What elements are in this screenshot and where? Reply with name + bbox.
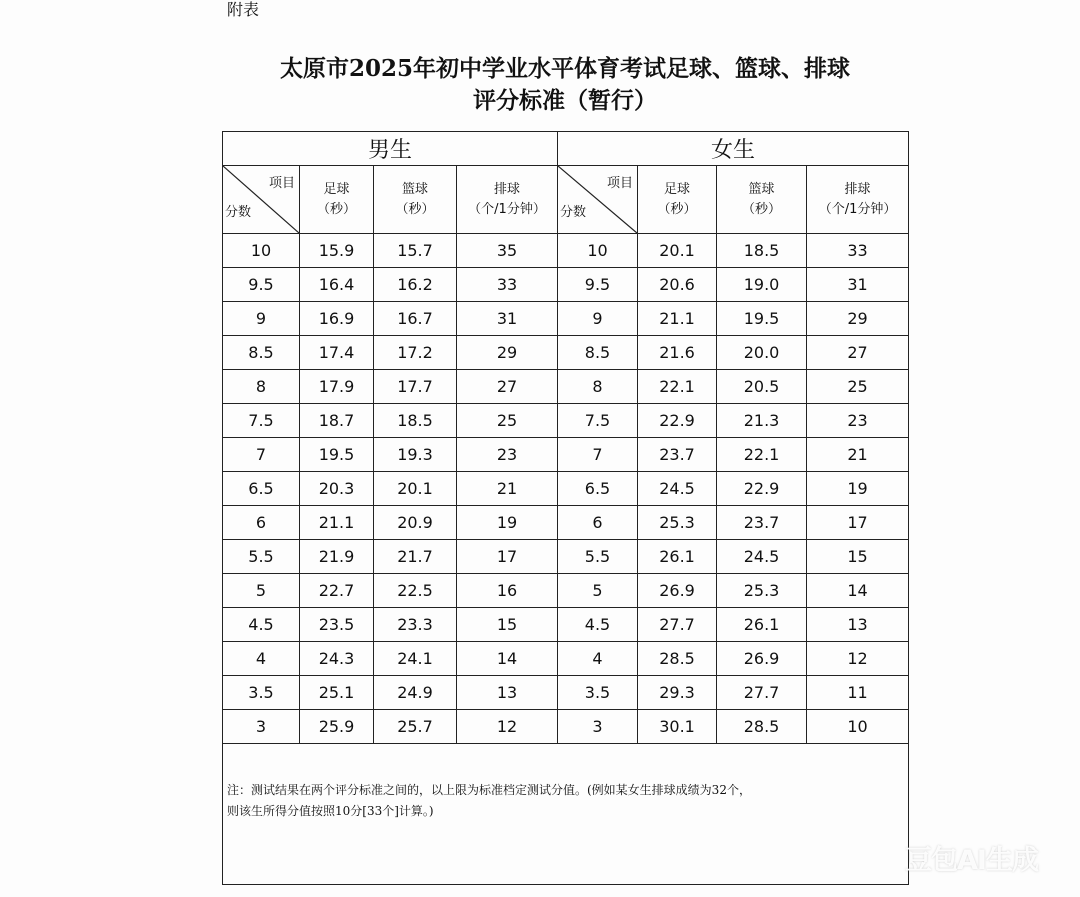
table-cell: 18.5 [374, 404, 457, 438]
table-cell: 8 [558, 370, 638, 404]
table-cell: 18.7 [300, 404, 374, 438]
table-cell: 8.5 [223, 336, 300, 370]
table-cell: 3.5 [558, 676, 638, 710]
table-cell: 20.3 [300, 472, 374, 506]
table-cell: 27.7 [638, 608, 717, 642]
table-cell: 16.2 [374, 268, 457, 302]
gender-header-row [223, 132, 909, 166]
table-cell: 19 [457, 506, 558, 540]
table-cell: 22.1 [638, 370, 717, 404]
table-cell: 10 [558, 234, 638, 268]
table-cell: 25 [457, 404, 558, 438]
table-cell: 13 [457, 676, 558, 710]
table-cell: 30.1 [638, 710, 717, 744]
table-cell: 3.5 [223, 676, 300, 710]
table-cell: 25.1 [300, 676, 374, 710]
table-cell: 21.3 [717, 404, 807, 438]
table-cell: 25 [807, 370, 909, 404]
table-cell: 31 [457, 302, 558, 336]
female-header: 女生 [558, 132, 909, 166]
table-cell: 19.5 [300, 438, 374, 472]
table-cell: 29 [457, 336, 558, 370]
table-cell: 22.9 [717, 472, 807, 506]
table-cell: 4.5 [223, 608, 300, 642]
note-cell [223, 744, 909, 885]
female-football-header: 足球 （秒） [638, 166, 717, 234]
table-cell: 8 [223, 370, 300, 404]
table-cell: 3 [558, 710, 638, 744]
table-cell: 19.5 [717, 302, 807, 336]
table-cell: 20.5 [717, 370, 807, 404]
table-cell: 21.1 [638, 302, 717, 336]
table-cell: 5 [558, 574, 638, 608]
table-cell: 23.5 [300, 608, 374, 642]
table-row [223, 336, 909, 370]
female-volleyball-header: 排球 （个/1分钟） [807, 166, 909, 234]
table-cell: 35 [457, 234, 558, 268]
table-body [223, 234, 909, 744]
table-cell: 26.1 [717, 608, 807, 642]
table-cell: 10 [223, 234, 300, 268]
table-cell: 22.7 [300, 574, 374, 608]
table-cell: 23 [457, 438, 558, 472]
table-cell: 9.5 [223, 268, 300, 302]
table-cell: 22.5 [374, 574, 457, 608]
table-cell: 20.1 [638, 234, 717, 268]
table-cell: 12 [457, 710, 558, 744]
document-subtitle: 评分标准（暂行） [473, 87, 657, 114]
table-row [223, 438, 909, 472]
table-cell: 18.5 [717, 234, 807, 268]
table-cell: 21 [807, 438, 909, 472]
table-cell: 21 [457, 472, 558, 506]
table-row [223, 574, 909, 608]
table-row [223, 608, 909, 642]
table-cell: 17.9 [300, 370, 374, 404]
table-cell: 20.1 [374, 472, 457, 506]
table-cell: 14 [457, 642, 558, 676]
table-cell: 29 [807, 302, 909, 336]
column-header-row [223, 166, 909, 234]
note-line-1: 注：测试结果在两个评分标准之间的，以上限为标准档定测试分值。(例如某女生排球成绩为32个， [227, 783, 751, 797]
table-cell: 22.9 [638, 404, 717, 438]
score-label: 分数 [560, 205, 587, 220]
table-cell: 16.7 [374, 302, 457, 336]
table-cell: 5 [223, 574, 300, 608]
table-cell: 24.3 [300, 642, 374, 676]
table-cell: 6 [558, 506, 638, 540]
table-cell: 9 [223, 302, 300, 336]
table-cell: 20.9 [374, 506, 457, 540]
table-cell: 24.5 [717, 540, 807, 574]
table-cell: 9 [558, 302, 638, 336]
document-title: 太原市2025年初中学业水平体育考试足球、篮球、排球 [279, 55, 850, 82]
table-cell: 26.9 [717, 642, 807, 676]
table-cell: 4.5 [558, 608, 638, 642]
male-header: 男生 [223, 132, 558, 166]
table-row [223, 234, 909, 268]
table-cell: 28.5 [717, 710, 807, 744]
table-cell: 15.9 [300, 234, 374, 268]
table-cell: 17.4 [300, 336, 374, 370]
table-cell: 27 [807, 336, 909, 370]
table-cell: 16 [457, 574, 558, 608]
table-cell: 23 [807, 404, 909, 438]
female-diagonal-header [558, 166, 638, 234]
table-cell: 19.0 [717, 268, 807, 302]
table-cell: 14 [807, 574, 909, 608]
table-cell: 6 [223, 506, 300, 540]
table-cell: 10 [807, 710, 909, 744]
table-cell: 23.3 [374, 608, 457, 642]
table-cell: 26.1 [638, 540, 717, 574]
table-cell: 33 [807, 234, 909, 268]
item-label: 项目 [607, 176, 634, 191]
table-cell: 12 [807, 642, 909, 676]
table-cell: 6.5 [223, 472, 300, 506]
table-row [223, 540, 909, 574]
table-cell: 7 [558, 438, 638, 472]
table-cell: 21.9 [300, 540, 374, 574]
table-cell: 15.7 [374, 234, 457, 268]
table-row [223, 642, 909, 676]
table-cell: 19.3 [374, 438, 457, 472]
table-cell: 23.7 [638, 438, 717, 472]
item-label: 项目 [268, 176, 295, 191]
table-cell: 19 [807, 472, 909, 506]
table-cell: 25.9 [300, 710, 374, 744]
table-row [223, 472, 909, 506]
table-row [223, 370, 909, 404]
table-cell: 20.6 [638, 268, 717, 302]
table-cell: 13 [807, 608, 909, 642]
table-row [223, 268, 909, 302]
note-line-2: 则该生所得分值按照10分[33个]计算。) [227, 804, 434, 818]
table-cell: 5.5 [223, 540, 300, 574]
table-cell: 21.1 [300, 506, 374, 540]
table-cell: 4 [558, 642, 638, 676]
male-volleyball-header: 排球 （个/1分钟） [457, 166, 558, 234]
table-cell: 26.9 [638, 574, 717, 608]
male-basketball-header: 篮球 （秒） [374, 166, 457, 234]
male-diagonal-header [223, 166, 300, 234]
table-cell: 23.7 [717, 506, 807, 540]
table-cell: 24.1 [374, 642, 457, 676]
score-label: 分数 [225, 205, 252, 220]
table-row [223, 302, 909, 336]
table-cell: 27 [457, 370, 558, 404]
table-cell: 21.7 [374, 540, 457, 574]
table-cell: 22.1 [717, 438, 807, 472]
table-cell: 16.9 [300, 302, 374, 336]
watermark: 豆包AI生成 [905, 845, 1038, 876]
table-cell: 25.3 [717, 574, 807, 608]
table-cell: 20.0 [717, 336, 807, 370]
table-cell: 9.5 [558, 268, 638, 302]
male-football-header: 足球 （秒） [300, 166, 374, 234]
table-cell: 16.4 [300, 268, 374, 302]
table-cell: 3 [223, 710, 300, 744]
table-cell: 28.5 [638, 642, 717, 676]
table-cell: 31 [807, 268, 909, 302]
table-cell: 7 [223, 438, 300, 472]
scoring-standard-table [222, 131, 909, 885]
table-cell: 15 [457, 608, 558, 642]
table-row [223, 710, 909, 744]
table-cell: 25.3 [638, 506, 717, 540]
table-cell: 17 [807, 506, 909, 540]
table-cell: 24.5 [638, 472, 717, 506]
table-cell: 7.5 [223, 404, 300, 438]
table-row [223, 404, 909, 438]
table-cell: 29.3 [638, 676, 717, 710]
table-cell: 17.7 [374, 370, 457, 404]
table-cell: 11 [807, 676, 909, 710]
table-cell: 15 [807, 540, 909, 574]
table-cell: 7.5 [558, 404, 638, 438]
table-cell: 5.5 [558, 540, 638, 574]
appendix-label: 附表 [227, 0, 260, 19]
table-row [223, 676, 909, 710]
table-cell: 17.2 [374, 336, 457, 370]
table-cell: 4 [223, 642, 300, 676]
table-cell: 17 [457, 540, 558, 574]
table-cell: 6.5 [558, 472, 638, 506]
table-cell: 33 [457, 268, 558, 302]
female-basketball-header: 篮球 （秒） [717, 166, 807, 234]
table-cell: 8.5 [558, 336, 638, 370]
table-cell: 27.7 [717, 676, 807, 710]
table-cell: 25.7 [374, 710, 457, 744]
table-cell: 21.6 [638, 336, 717, 370]
table-cell: 24.9 [374, 676, 457, 710]
table-row [223, 506, 909, 540]
